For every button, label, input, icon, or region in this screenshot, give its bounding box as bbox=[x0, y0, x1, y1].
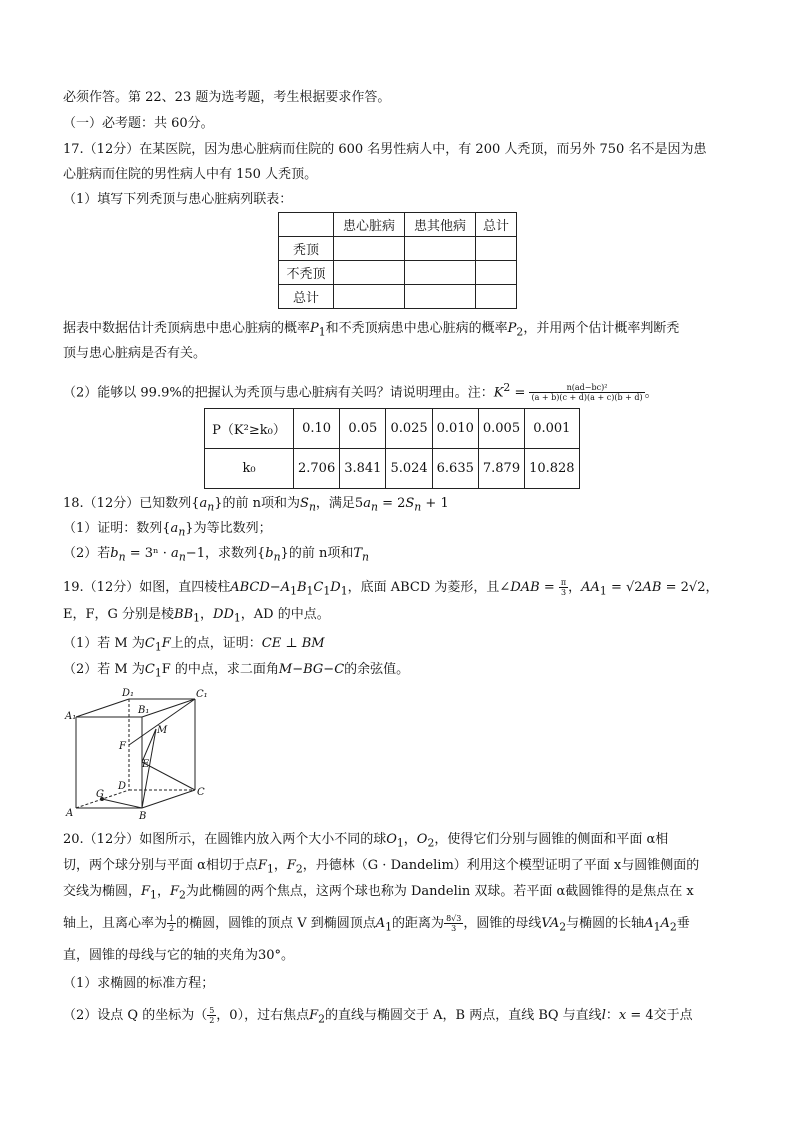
table-row bbox=[205, 449, 580, 489]
q20-line6: （1）求椭圆的标准方程； bbox=[63, 976, 215, 991]
table-cell: 0.005 bbox=[478, 409, 524, 449]
table-cell: 患其他病 bbox=[405, 213, 476, 237]
label-m: M bbox=[157, 725, 168, 736]
label-f: F bbox=[119, 741, 126, 752]
angle-fraction: $\frac{\pi}{3}$ bbox=[560, 578, 567, 597]
q20-line5: 直，圆锥的母线与它的轴的夹角为30°。 bbox=[63, 948, 295, 963]
table-cell bbox=[476, 285, 517, 309]
q18-line1: 18.（12分）已知数列$\{a_n\}$的前 n项和为$S_n$，满足$5a_n = 2S_n + 1$ bbox=[63, 496, 449, 514]
table-cell bbox=[334, 261, 405, 285]
table-cell: 3.841 bbox=[340, 449, 386, 489]
q19-line2: E，F，G 分别是棱$BB_1$，$DD_1$，AD 的中点。 bbox=[63, 607, 330, 625]
label-e: E bbox=[142, 759, 150, 770]
table-cell: 7.879 bbox=[478, 449, 524, 489]
section-title: （一）必考题：共 60分。 bbox=[63, 116, 214, 131]
table-cell: k₀ bbox=[205, 449, 294, 489]
label-d1: D₁ bbox=[122, 688, 135, 699]
q20-line4: 轴上，且离心率为 $\frac{1}{2}$ 的椭圆，圆锥的顶点 V 到椭圆顶点$A_1$的距离为 $\frac{8√3}{3}$ ，圆锥的母线$VA_2$与椭圆的长轴$A_1A_2$垂 bbox=[63, 914, 690, 934]
table-cell: 不秃顶 bbox=[279, 261, 334, 285]
q17-after-line2: 顶与患心脏病是否有关。 bbox=[63, 346, 207, 361]
q20-line1: 20.（12分）如图所示，在圆锥内放入两个大小不同的球$O_1$，$O_2$，使得它们分别与圆锥的侧面和平面 α相 bbox=[63, 832, 669, 850]
table-row bbox=[205, 409, 580, 449]
label-a: A bbox=[66, 808, 74, 819]
distance-fraction: $\frac{8√3}{3}$ bbox=[446, 914, 462, 933]
table-row bbox=[279, 237, 517, 261]
table-cell bbox=[405, 261, 476, 285]
table-cell bbox=[334, 285, 405, 309]
eccentricity-fraction: $\frac{1}{2}$ bbox=[169, 914, 175, 933]
table-cell: 0.010 bbox=[432, 409, 478, 449]
table-row bbox=[279, 261, 517, 285]
table-header-row bbox=[279, 213, 517, 237]
q17-stem-line1: 17.（12分）在某医院，因为患心脏病而住院的 600 名男性病人中，有 200 人秃顶，而另外 750 名不是因为患 bbox=[63, 142, 707, 157]
table-cell: 总计 bbox=[279, 285, 334, 309]
table-cell: P（K²≥k₀） bbox=[205, 409, 294, 449]
table-cell: 患心脏病 bbox=[334, 213, 405, 237]
table-cell: 0.05 bbox=[340, 409, 386, 449]
table-cell bbox=[279, 213, 334, 237]
q20-line3: 交线为椭圆，$F_1$，$F_2$为此椭圆的两个焦点，这两个球也称为 Dandelin 双球。若平面 α截圆锥得的是焦点在 x bbox=[63, 884, 694, 902]
critical-value-table bbox=[204, 408, 580, 489]
table-cell bbox=[476, 237, 517, 261]
label-b: B bbox=[139, 811, 147, 820]
q-coordinate-fraction: $\frac{5}{2}$ bbox=[209, 1006, 215, 1025]
table-cell bbox=[405, 285, 476, 309]
table-cell: 0.10 bbox=[294, 409, 340, 449]
q17-part1: （1）填写下列秃顶与患心脏病列联表： bbox=[63, 192, 293, 207]
table-cell: 6.635 bbox=[432, 449, 478, 489]
table-cell: 秃顶 bbox=[279, 237, 334, 261]
q19-line3: （1）若 M 为$C_1F$上的点，证明：CE ⊥ BM bbox=[63, 636, 325, 654]
chi-square-formula: $\frac{\text{n(ad−bc)²}}{(a + b)(c + d)(a + c)(b + d)}$ bbox=[531, 383, 643, 403]
table-cell bbox=[405, 237, 476, 261]
label-c: C bbox=[197, 787, 205, 798]
prism-figure bbox=[60, 685, 210, 820]
q17-stem-line2: 心脏病而住院的男性病人中有 150 人秃顶。 bbox=[63, 167, 318, 182]
table-cell bbox=[476, 261, 517, 285]
table-cell: 10.828 bbox=[525, 449, 580, 489]
q17-after-line1: 据表中数据估计秃顶病患中患心脏病的概率$P_1$和不秃顶病患中患心脏病的概率$P_2$，并用两个估计概率判断秃 bbox=[63, 321, 680, 339]
contingency-table bbox=[278, 212, 517, 309]
section-note: 必须作答。第 22、23 题为选考题，考生根据要求作答。 bbox=[63, 90, 391, 105]
table-cell bbox=[334, 237, 405, 261]
q19-line1: 19.（12分）如图，直四棱柱$ABCD-A_1B_1C_1D_1$，底面 ABCD 为菱形，且∠DAB = $\frac{\pi}{3}$ ，$AA_1 = √2AB = 2√2$， bbox=[63, 578, 719, 598]
q20-line2: 切，两个球分别与平面 α相切于点$F_1$，$F_2$，丹德林（G · Dandelim）利用这个模型证明了平面 x与圆锥侧面的 bbox=[63, 858, 700, 876]
table-cell: 总计 bbox=[476, 213, 517, 237]
q19-line4: （2）若 M 为$C_1F$ 的中点，求二面角M−BG−C的余弦值。 bbox=[63, 662, 410, 680]
table-cell: 0.001 bbox=[525, 409, 580, 449]
table-row bbox=[279, 285, 517, 309]
table-cell: 0.025 bbox=[386, 409, 432, 449]
label-c1: C₁ bbox=[196, 689, 208, 700]
table-cell: 5.024 bbox=[386, 449, 432, 489]
label-a1: A₁ bbox=[65, 711, 77, 722]
q18-line2: （1）证明：数列$\{a_n\}$为等比数列； bbox=[63, 521, 272, 539]
label-g: G bbox=[96, 789, 104, 800]
q17-part2: （2）能够以 99.9%的把握认为秃顶与患心脏病有关吗？请说明理由。注：$K^2$ = $\frac{\text{n(ad−bc)²}}{(a + b)(c + d)(a + c)(b + d)}$ 。 bbox=[63, 381, 658, 403]
label-d: D bbox=[118, 781, 127, 792]
q18-line3: （2）若$b_n = 3^n \cdot a_n-1$，求数列$\{b_n\}$的前 n项和$T_n$ bbox=[63, 546, 369, 564]
label-b1: B₁ bbox=[138, 705, 150, 716]
table-cell: 2.706 bbox=[294, 449, 340, 489]
q20-line7: （2）设点 Q 的坐标为（ $\frac{5}{2}$ ，0），过右焦点$F_2$的直线与椭圆交于 A，B 两点，直线 BQ 与直线l：x = 4交于点 bbox=[63, 1006, 693, 1026]
